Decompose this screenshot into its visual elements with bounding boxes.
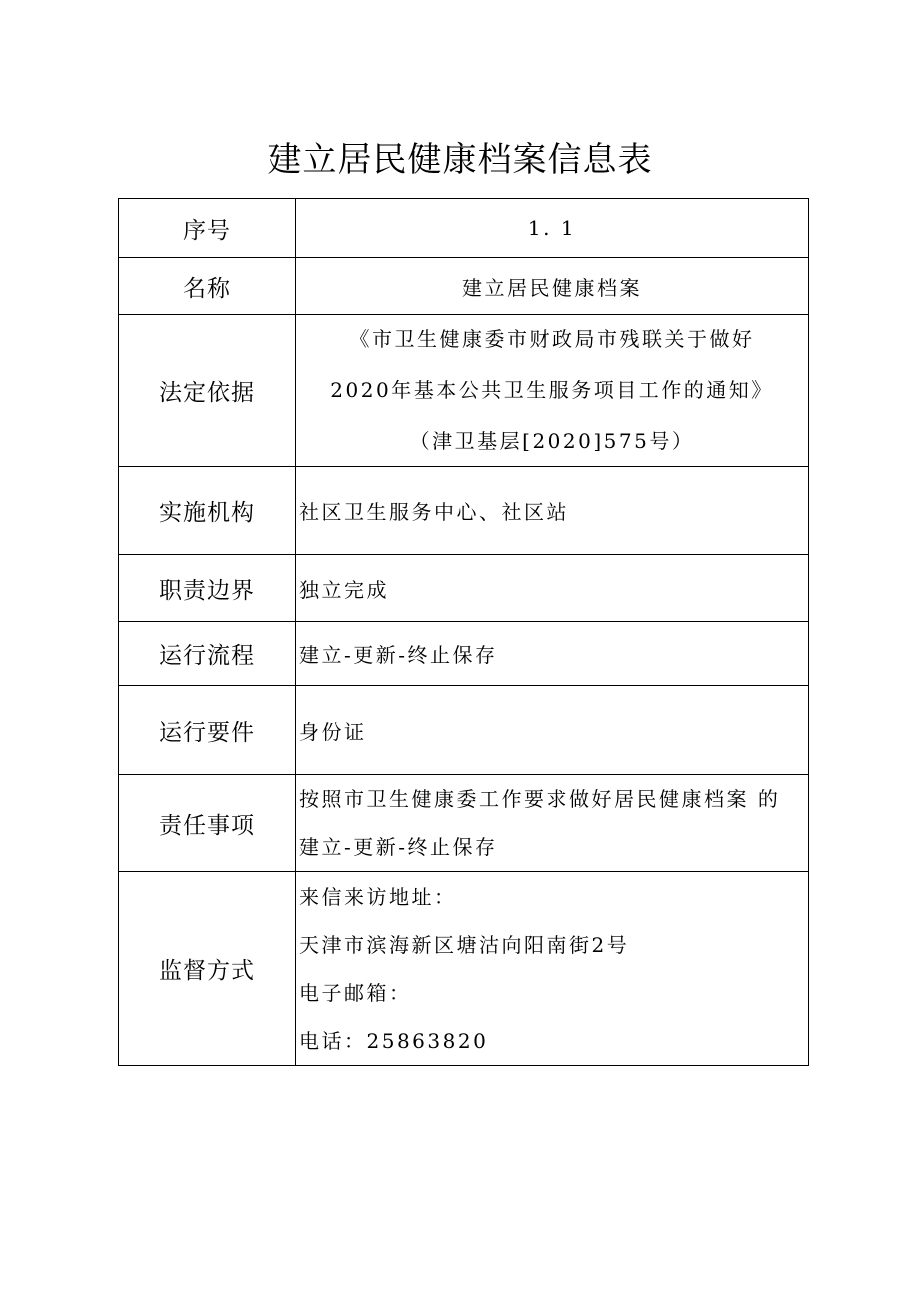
row-implementing-agency: [119, 466, 808, 554]
serial-number-text: 1. 1: [527, 216, 577, 240]
implementing-agency-text: 社区卫生服务中心、社区站: [299, 500, 569, 524]
row-required-documents: [119, 685, 808, 774]
required-documents-text: 身份证: [299, 719, 367, 744]
row-responsibility-boundary: [119, 554, 808, 621]
legal-basis-line: 2020年基本公共卫生服务项目工作的通知》: [330, 378, 774, 402]
supervision-address-label: 来信来访地址：: [299, 884, 457, 909]
responsibility-boundary-text: 独立完成: [299, 577, 389, 602]
label-responsibility-boundary: 职责边界: [119, 555, 296, 621]
row-responsibilities: [119, 774, 808, 871]
label-process-flow: 运行流程: [119, 622, 296, 685]
value-supervision: [296, 872, 808, 1065]
responsibilities-line: 建立-更新-终止保存: [299, 835, 498, 859]
process-flow-text: 建立-更新-终止保存: [299, 643, 498, 667]
value-responsibilities: [296, 775, 808, 871]
supervision-phone: 电话：25863820: [299, 1028, 489, 1053]
responsibilities-line: 按照市卫生健康委工作要求做好居民健康档案 的: [299, 787, 781, 811]
value-serial-number: [296, 199, 808, 257]
label-responsibilities: 责任事项: [119, 775, 296, 871]
label-name: 名称: [119, 258, 296, 314]
value-responsibility-boundary: [296, 555, 808, 621]
info-table: [118, 198, 809, 1066]
document-title: 建立居民健康档案信息表: [267, 140, 653, 180]
label-supervision: 监督方式: [119, 872, 296, 1065]
supervision-address: 天津市滨海新区塘沽向阳南街2号: [299, 932, 630, 957]
row-process-flow: [119, 621, 808, 685]
row-name: [119, 257, 808, 314]
row-legal-basis: [119, 314, 808, 466]
name-text: 建立居民健康档案: [462, 275, 642, 300]
legal-basis-line: （津卫基层[2020]575号）: [409, 429, 695, 453]
value-required-documents: [296, 686, 808, 774]
value-name: [296, 258, 808, 314]
label-implementing-agency: 实施机构: [119, 467, 296, 554]
value-legal-basis: [296, 315, 808, 466]
label-required-documents: 运行要件: [119, 686, 296, 774]
label-legal-basis: 法定依据: [119, 315, 296, 466]
value-implementing-agency: [296, 467, 808, 554]
value-process-flow: [296, 622, 808, 685]
label-serial-number: 序号: [119, 199, 296, 257]
legal-basis-line: 《市卫生健康委市财政局市残联关于做好: [349, 327, 755, 351]
row-supervision: [119, 871, 808, 1065]
supervision-email-label: 电子邮箱：: [299, 980, 412, 1005]
row-serial-number: [119, 199, 808, 257]
